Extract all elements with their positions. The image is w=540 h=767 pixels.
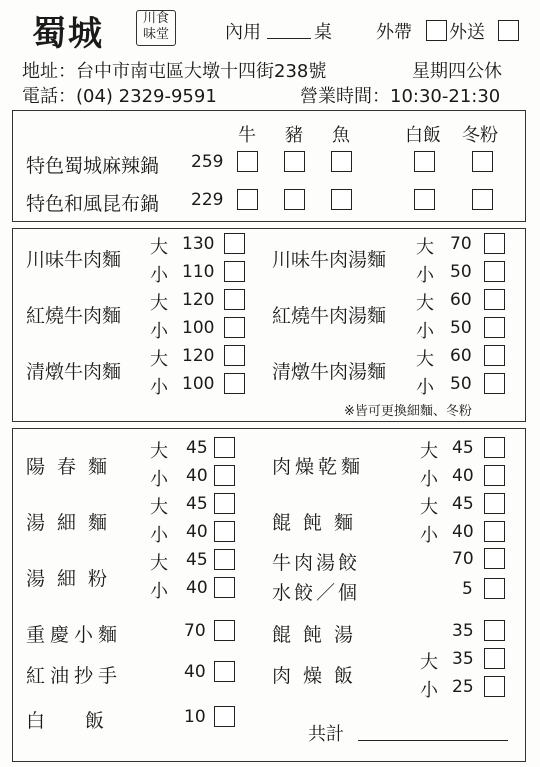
price-small: 50 — [450, 262, 472, 282]
price-large: 35 — [452, 649, 474, 669]
size-large-label: 大 — [416, 349, 434, 370]
order-checkbox[interactable] — [484, 437, 505, 458]
price-large: 120 — [182, 346, 215, 366]
dine-in-label: 內用 — [225, 22, 261, 43]
price-large: 60 — [450, 346, 472, 366]
price-small: 40 — [186, 522, 208, 542]
price: 70 — [452, 549, 474, 569]
noodle-name: 紅油抄手 — [26, 665, 123, 687]
hotpot-1-fish-checkbox[interactable] — [331, 151, 352, 172]
price-large: 45 — [186, 494, 208, 514]
price-small: 40 — [186, 578, 208, 598]
size-large-label: 大 — [420, 441, 438, 462]
delivery-checkbox[interactable] — [498, 20, 519, 41]
size-small-label: 小 — [420, 525, 438, 546]
noodle-name: 湯細麵 — [26, 512, 120, 534]
price-small: 100 — [182, 374, 215, 394]
size-large-label: 大 — [416, 293, 434, 314]
noodle-name: 牛肉湯餃 — [272, 552, 361, 574]
order-checkbox[interactable] — [484, 233, 505, 254]
order-checkbox[interactable] — [484, 373, 505, 394]
price-small: 40 — [452, 466, 474, 486]
noodle-name: 肉燥乾麵 — [272, 456, 365, 478]
order-checkbox[interactable] — [484, 648, 505, 669]
order-checkbox[interactable] — [484, 578, 505, 599]
hotpot-1-rice-checkbox[interactable] — [414, 151, 435, 172]
hotpot-col-beef: 牛 — [238, 125, 256, 146]
noodle-name: 餛飩湯 — [272, 624, 366, 646]
size-large-label: 大 — [150, 237, 168, 258]
order-checkbox[interactable] — [484, 548, 505, 569]
hotpot-col-vermicelli: 冬粉 — [462, 125, 498, 146]
size-large-label: 大 — [150, 293, 168, 314]
seal-line-1: 川食 — [142, 11, 169, 26]
order-checkbox[interactable] — [214, 549, 235, 570]
price-small: 110 — [182, 262, 215, 282]
price-small: 40 — [452, 522, 474, 542]
size-small-label: 小 — [416, 321, 434, 342]
restaurant-seal — [136, 10, 176, 46]
delivery-label: 外送 — [449, 22, 485, 43]
hotpot-2-pork-checkbox[interactable] — [284, 189, 305, 210]
price: 35 — [452, 621, 474, 641]
address: 地址：台中市南屯區大墩十四街238號 — [22, 61, 327, 82]
hotpot-2-fish-checkbox[interactable] — [331, 189, 352, 210]
hotpot-col-rice: 白飯 — [405, 125, 441, 146]
price-large: 120 — [182, 290, 215, 310]
size-large-label: 大 — [150, 349, 168, 370]
order-checkbox[interactable] — [484, 676, 505, 697]
beef-noodle-name: 川味牛肉麵 — [26, 249, 122, 271]
order-checkbox[interactable] — [484, 521, 505, 542]
order-checkbox[interactable] — [484, 465, 505, 486]
size-small-label: 小 — [150, 469, 168, 490]
hotpot-item-name: 特色和風昆布鍋 — [26, 193, 160, 215]
table-number-field[interactable] — [267, 38, 311, 39]
price-large: 130 — [182, 234, 215, 254]
order-checkbox[interactable] — [214, 465, 235, 486]
size-small-label: 小 — [420, 469, 438, 490]
hotpot-1-pork-checkbox[interactable] — [284, 151, 305, 172]
hotpot-col-pork: 豬 — [285, 125, 303, 146]
total-label: 共計 — [308, 724, 344, 745]
size-small-label: 小 — [150, 377, 168, 398]
hotpot-col-fish: 魚 — [332, 125, 350, 146]
order-checkbox[interactable] — [224, 345, 245, 366]
order-checkbox[interactable] — [484, 317, 505, 338]
business-hours: 營業時間：10:30-21:30 — [300, 86, 501, 107]
size-large-label: 大 — [420, 652, 438, 673]
noodle-name: 白飯 — [26, 710, 145, 732]
price-small: 100 — [182, 318, 215, 338]
size-large-label: 大 — [150, 441, 168, 462]
size-small-label: 小 — [150, 581, 168, 602]
takeout-checkbox[interactable] — [426, 20, 447, 41]
order-checkbox[interactable] — [224, 261, 245, 282]
order-checkbox[interactable] — [214, 521, 235, 542]
order-checkbox[interactable] — [484, 493, 505, 514]
total-amount-field[interactable] — [358, 740, 508, 741]
size-small-label: 小 — [150, 265, 168, 286]
beef-noodle-name: 清燉牛肉麵 — [26, 361, 122, 383]
hotpot-1-vermicelli-checkbox[interactable] — [472, 151, 493, 172]
order-checkbox[interactable] — [214, 661, 235, 682]
price-small: 40 — [186, 466, 208, 486]
beef-soup-noodle-name: 川味牛肉湯麵 — [272, 249, 387, 271]
noodle-name: 肉燥飯 — [272, 665, 366, 687]
price: 10 — [184, 707, 206, 727]
size-large-label: 大 — [416, 237, 434, 258]
price-large: 45 — [186, 550, 208, 570]
size-small-label: 小 — [150, 525, 168, 546]
size-large-label: 大 — [150, 497, 168, 518]
size-large-label: 大 — [420, 497, 438, 518]
order-checkbox[interactable] — [214, 706, 235, 727]
price-large: 45 — [186, 438, 208, 458]
noodle-name: 陽春麵 — [26, 456, 120, 478]
size-small-label: 小 — [416, 265, 434, 286]
price-small: 50 — [450, 318, 472, 338]
order-checkbox[interactable] — [484, 345, 505, 366]
order-checkbox[interactable] — [214, 620, 235, 641]
hotpot-2-beef-checkbox[interactable] — [237, 189, 258, 210]
seal-line-2: 味堂 — [142, 27, 169, 42]
restaurant-logo: 蜀城 — [32, 14, 104, 54]
order-checkbox[interactable] — [484, 261, 505, 282]
price-large: 70 — [450, 234, 472, 254]
phone: 電話：(04) 2329-9591 — [22, 86, 217, 107]
price-small: 25 — [452, 677, 474, 697]
price: 40 — [184, 662, 206, 682]
beef-noodle-name: 紅燒牛肉麵 — [26, 305, 122, 327]
order-checkbox[interactable] — [224, 289, 245, 310]
order-checkbox[interactable] — [224, 317, 245, 338]
takeout-label: 外帶 — [376, 22, 412, 43]
beef-soup-noodle-name: 紅燒牛肉湯麵 — [272, 305, 387, 327]
hotpot-item-price: 229 — [191, 190, 224, 210]
closed-day: 星期四公休 — [412, 61, 502, 82]
price-large: 45 — [452, 438, 474, 458]
hotpot-2-rice-checkbox[interactable] — [414, 189, 435, 210]
noodle-name: 湯細粉 — [26, 568, 120, 590]
order-checkbox[interactable] — [214, 437, 235, 458]
hotpot-item-price: 259 — [191, 152, 224, 172]
order-checkbox[interactable] — [484, 620, 505, 641]
noodle-swap-note: ※皆可更換細麵、冬粉 — [344, 404, 472, 419]
hotpot-2-vermicelli-checkbox[interactable] — [472, 189, 493, 210]
order-checkbox[interactable] — [224, 373, 245, 394]
order-checkbox[interactable] — [214, 577, 235, 598]
order-checkbox[interactable] — [224, 233, 245, 254]
price-small: 50 — [450, 374, 472, 394]
hotpot-item-name: 特色蜀城麻辣鍋 — [26, 155, 160, 177]
price-large: 60 — [450, 290, 472, 310]
noodle-name: 重慶小麵 — [26, 624, 123, 646]
order-checkbox[interactable] — [214, 493, 235, 514]
price-large: 45 — [452, 494, 474, 514]
size-large-label: 大 — [150, 553, 168, 574]
table-label: 桌 — [314, 22, 332, 43]
price: 5 — [462, 579, 473, 599]
noodle-name: 水餃／個 — [272, 582, 361, 604]
order-checkbox[interactable] — [484, 289, 505, 310]
noodle-name: 餛飩麵 — [272, 512, 366, 534]
hotpot-1-beef-checkbox[interactable] — [237, 151, 258, 172]
beef-soup-noodle-name: 清燉牛肉湯麵 — [272, 361, 387, 383]
price: 70 — [184, 621, 206, 641]
size-small-label: 小 — [416, 377, 434, 398]
size-small-label: 小 — [150, 321, 168, 342]
size-small-label: 小 — [420, 680, 438, 701]
